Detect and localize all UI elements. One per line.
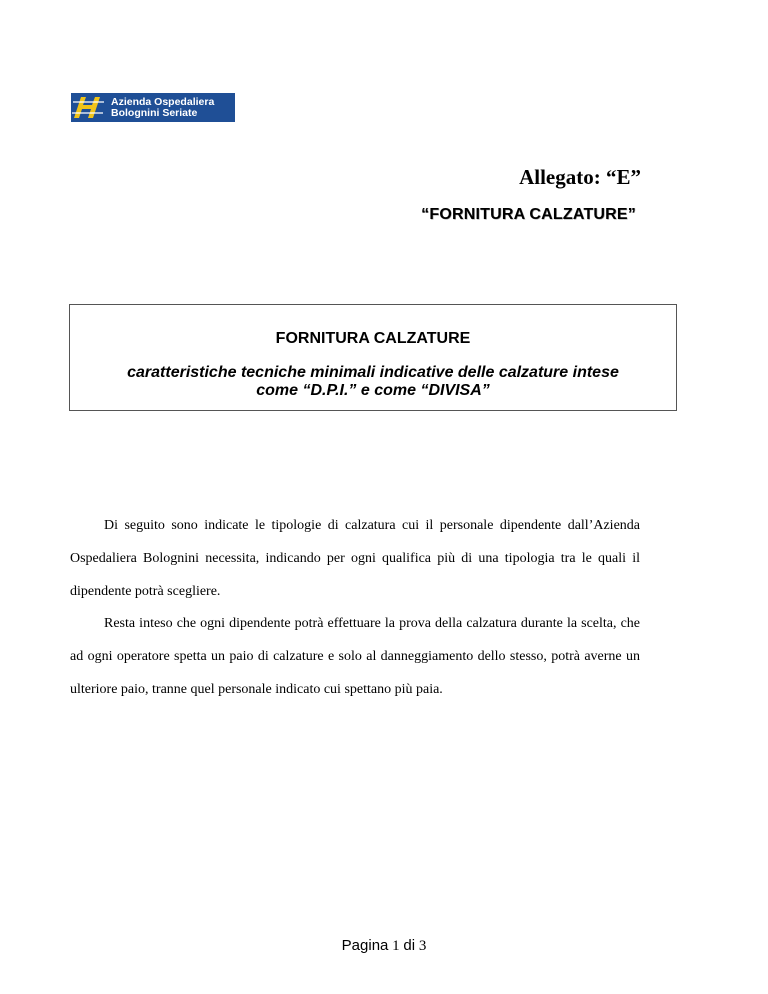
paragraph-2: Resta inteso che ogni dipendente potrà effettuare la prova della calzatura durante la scelta, che ad ogni operatore spetta un paio di calzature e solo al danneggiamento dello stesso, potrà averne un ulteriore paio, tranne quel personale indicato cui spettano più paia. [70, 616, 640, 697]
box-subtitle-line-1: caratteristiche tecniche minimali indicative delle calzature intese [127, 364, 619, 381]
hospital-logo [71, 93, 235, 122]
box-subtitle [70, 364, 676, 400]
page-footer [0, 937, 768, 955]
document-title: “FORNITURA CALZATURE” [421, 206, 636, 223]
hospital-h-logo-icon [71, 93, 109, 122]
logo-line-1: Azienda Ospedaliera [111, 95, 215, 108]
page-label: Pagina [341, 937, 389, 954]
page-current: 1 [392, 938, 400, 954]
page-total: 3 [418, 938, 427, 954]
logo-text [109, 97, 214, 119]
box-title: FORNITURA CALZATURE [275, 330, 471, 347]
logo-line-2: Bolognini Seriate [111, 106, 198, 119]
page-separator: di [403, 937, 416, 954]
allegato-label: Allegato: “E” [519, 165, 641, 189]
paragraph-1: Di seguito sono indicate le tipologie di calzatura cui il personale dipendente dall’Azienda Ospedaliera Bolognini necessita, indicando per ogni qualifica più di una tipologia tra le quali il dipendente potrà scegliere. [70, 518, 640, 599]
box-subtitle-line-2: come “D.P.I.” e come “DIVISA” [256, 382, 490, 399]
title-box [69, 304, 677, 411]
